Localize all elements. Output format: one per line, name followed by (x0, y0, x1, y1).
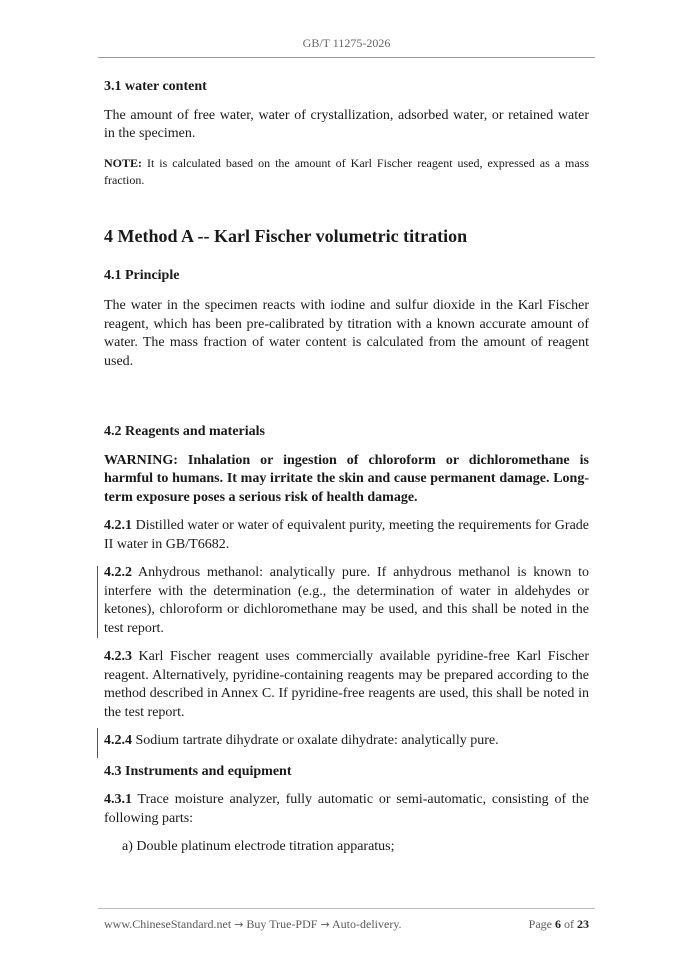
revision-bar-4-2-4 (97, 728, 98, 758)
clause-number: 4.2.3 (104, 649, 132, 664)
arrow-right-icon: → (234, 918, 244, 931)
standard-code: GB/T 11275-2026 (302, 36, 391, 50)
page-counter (529, 917, 589, 932)
buy-text: Buy True-PDF (243, 917, 321, 931)
clause-number: 4.2.1 (104, 518, 132, 533)
clause-4-2-2 (104, 564, 589, 638)
footer-promo (104, 917, 402, 932)
paragraph-4-1: The water in the specimen reacts with iodine and sulfur dioxide in the Karl Fischer reagent, which has been pre-calibrated by titration with a known accurate amount of water. The mass fraction of water content is calculated from the amount of reagent used. (104, 298, 589, 369)
heading-4-1: 4.1 Principle (104, 267, 180, 283)
clause-text: Karl Fischer reagent uses commercially available pyridine-free Karl Fischer reagent. Alternatively, pyridine-containing reagents may be prepared according to the method described in Annex C. If pyridine-free reagents are used, this shall be noted in the test report. (104, 649, 589, 720)
arrow-right-icon: → (320, 918, 330, 931)
clause-text: Sodium tartrate dihydrate or oxalate dihydrate: analytically pure. (132, 733, 499, 748)
header-divider (98, 57, 595, 58)
paragraph-3-1: The amount of free water, water of crystallization, adsorbed water, or retained water in the specimen. (104, 107, 589, 141)
note-label: NOTE: (104, 155, 143, 170)
page-total: 23 (577, 917, 589, 931)
delivery-text: Auto-delivery. (329, 917, 402, 931)
clause-4-2-3 (104, 648, 589, 722)
page-number: 6 (555, 917, 561, 931)
heading-4-2: 4.2 Reagents and materials (104, 424, 265, 439)
clause-4-2-4 (104, 732, 589, 751)
page-word: Page (528, 917, 555, 931)
note-3-1 (104, 155, 589, 189)
revision-bar-4-2-2 (97, 566, 98, 638)
page-header (0, 36, 693, 51)
heading-3-1: 3.1 water content (104, 79, 207, 94)
list-item-a: a) Double platinum electrode titration apparatus; (122, 839, 395, 854)
clause-text: Anhydrous methanol: analytically pure. If anhydrous methanol is known to interfere with the determination (e.g., the determination of water in aldehydes or ketones), chloroform or dichloromethane may be used, and this shall be noted in the test report. (104, 565, 589, 636)
document-body (104, 72, 589, 857)
site-link[interactable]: www.ChineseStandard.net (104, 917, 232, 931)
footer-divider (98, 908, 595, 909)
clause-text: Distilled water or water of equivalent purity, meeting the requirements for Grade II water in GB/T6682. (104, 518, 589, 552)
of-word: of (561, 917, 577, 931)
clause-text: Trace moisture analyzer, fully automatic or semi-automatic, consisting of the following parts: (104, 792, 589, 826)
clause-number: 4.2.2 (104, 565, 132, 580)
clause-4-2-1 (104, 517, 589, 554)
clause-number: 4.3.1 (104, 792, 132, 807)
heading-4-3: 4.3 Instruments and equipment (104, 763, 292, 779)
warning-block: WARNING: Inhalation or ingestion of chloroform or dichloromethane is harmful to humans. It may irritate the skin and cause permanent damage. Long-term exposure poses a serious risk of health damage. (104, 452, 589, 505)
clause-4-3-1 (104, 791, 589, 828)
heading-4: 4 Method A -- Karl Fischer volumetric titration (104, 225, 468, 246)
note-text: It is calculated based on the amount of Karl Fischer reagent used, expressed as a mass fraction. (104, 155, 589, 187)
clause-number: 4.2.4 (104, 733, 132, 748)
